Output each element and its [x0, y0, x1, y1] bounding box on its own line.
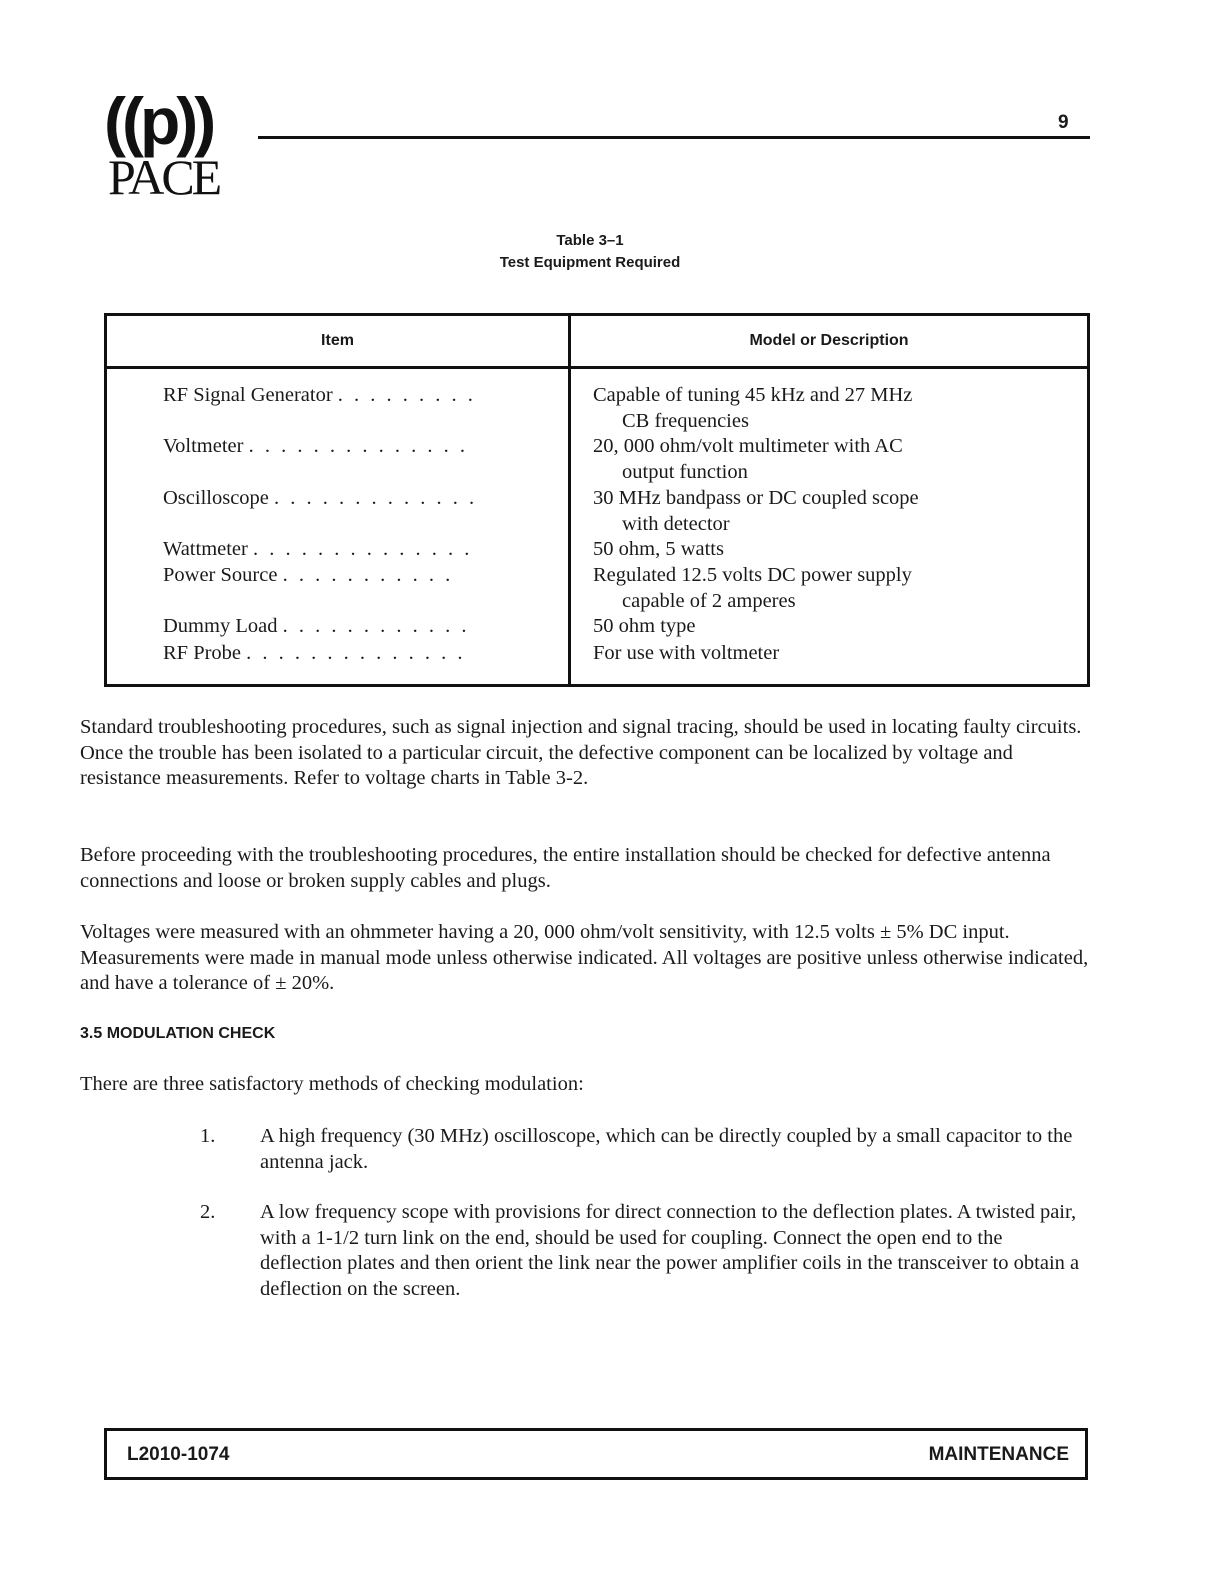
description-line: 50 ohm type: [593, 615, 696, 637]
description-line: output function: [622, 461, 748, 483]
description-line: For use with voltmeter: [593, 642, 780, 664]
paragraph-troubleshooting: Standard troubleshooting procedures, such as signal injection and signal tracing, should be used in locating faulty circuits. Once the trouble has been isolated to a particular circuit, the defective component can be localized by voltage and resistance measurements. Refer to voltage charts in Table 3-2.: [80, 716, 1082, 789]
column-header-item: Item: [321, 332, 354, 349]
description-line: with detector: [622, 513, 730, 535]
table-caption: [440, 230, 740, 274]
table-row-item: [163, 536, 543, 562]
item-name: Oscilloscope: [163, 487, 269, 509]
item-name: Power Source: [163, 564, 278, 586]
table-row-description: [593, 536, 1063, 562]
logo-mark: ((p)): [104, 84, 213, 158]
dot-leader: . . . . . . . . . . . . . .: [248, 435, 468, 457]
page-number: 9: [1058, 112, 1069, 133]
column-header-model: Model or Description: [749, 332, 909, 349]
item-name: RF Probe: [163, 642, 242, 664]
logo-word: PACE: [108, 149, 220, 205]
table-row-description: [593, 640, 1063, 666]
section-name: MAINTENANCE: [928, 1444, 1069, 1465]
footer: [104, 1428, 1088, 1480]
header-rule: [258, 136, 1090, 139]
description-line: 30 MHz bandpass or DC coupled scope: [593, 487, 919, 509]
table-row-description: [593, 485, 1063, 537]
table-row-item: [163, 382, 543, 408]
table-title: Test Equipment Required: [499, 254, 681, 271]
document-number: L2010-1074: [127, 1444, 230, 1465]
description-line: 50 ohm, 5 watts: [593, 538, 724, 560]
list-item-number: 2.: [200, 1201, 216, 1223]
dot-leader: . . . . . . . . . . . . .: [274, 487, 478, 509]
paragraph-installation-check: Before proceeding with the troubleshooting procedures, the entire installation should be checked for defective antenna connections and loose or broken supply cables and plugs.: [80, 844, 1051, 892]
section-heading: 3.5 MODULATION CHECK: [80, 1025, 276, 1042]
section-intro: There are three satisfactory methods of checking modulation:: [80, 1073, 584, 1095]
table-row-description: [593, 382, 1063, 434]
table-row-item: [163, 562, 543, 588]
item-name: Voltmeter: [163, 435, 244, 457]
dot-leader: . . . . . . . . . . . . . .: [253, 538, 473, 560]
table-row-item: [163, 485, 543, 511]
paragraph-voltage-notes: Voltages were measured with an ohmmeter having a 20, 000 ohm/volt sensitivity, with 12.5 volts ± 5% DC input. Measurements were made in manual mode unless otherwise indicated. All voltages are positive unless otherwise indicated, and have a tolerance of ± 20%.: [80, 921, 1089, 994]
table-row-description: [593, 562, 1063, 614]
description-line: CB frequencies: [622, 410, 749, 432]
column-divider: [568, 316, 571, 684]
table-row-item: [163, 640, 543, 666]
description-line: capable of 2 amperes: [622, 590, 796, 612]
item-name: Wattmeter: [163, 538, 248, 560]
item-name: Dummy Load: [163, 615, 278, 637]
description-line: Regulated 12.5 volts DC power supply: [593, 564, 912, 586]
list-item-number: 1.: [200, 1125, 216, 1147]
description-line: 20, 000 ohm/volt multimeter with AC: [593, 435, 903, 457]
table-row-item: [163, 613, 543, 639]
list-item-text: A low frequency scope with provisions for direct connection to the deflection plates. A twisted pair, with a 1-1/2 turn link on the end, should be used for coupling. Connect the open end to the deflection plates and then orient the link near the power amplifier coils in the transceiver to obtain a deflection on the screen.: [260, 1201, 1080, 1300]
table-row-item: [163, 433, 543, 459]
table-row-description: [593, 433, 1063, 485]
list-item-text: A high frequency (30 MHz) oscilloscope, which can be directly coupled by a small capacitor to the antenna jack.: [260, 1125, 1073, 1173]
header-divider: [107, 366, 1087, 369]
table-row-description: [593, 613, 1063, 639]
dot-leader: . . . . . . . . . . . .: [282, 615, 470, 637]
equipment-table: [104, 313, 1090, 687]
pace-logo: [104, 84, 264, 205]
dot-leader: . . . . . . . . . . . . . .: [246, 642, 466, 664]
table-number: Table 3–1: [556, 232, 624, 249]
description-line: Capable of tuning 45 kHz and 27 MHz: [593, 384, 913, 406]
dot-leader: . . . . . . . . . . .: [282, 564, 454, 586]
item-name: RF Signal Generator: [163, 384, 333, 406]
dot-leader: . . . . . . . . .: [337, 384, 476, 406]
